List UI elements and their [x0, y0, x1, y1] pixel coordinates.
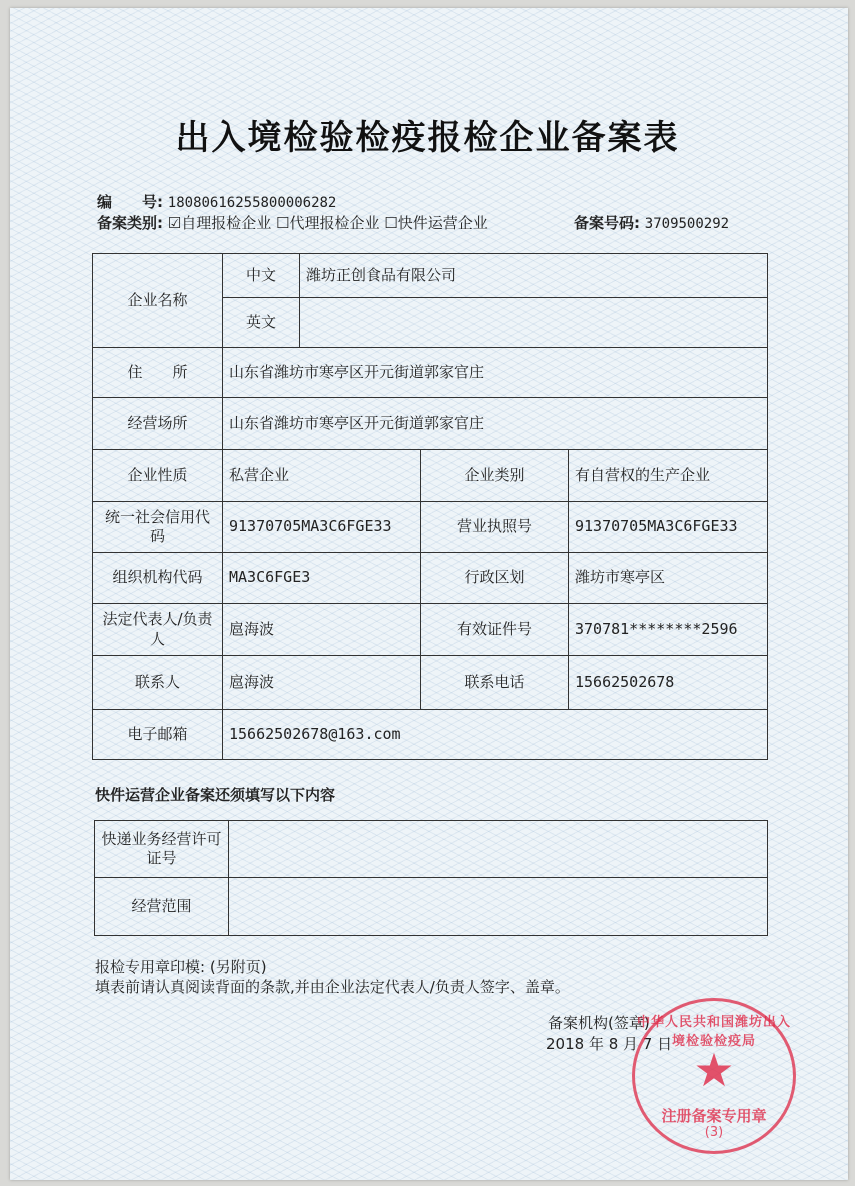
seal-label: 报检专用章印模: — [95, 958, 206, 976]
official-seal — [632, 998, 796, 1154]
category-agent: ☐代理报检企业 — [276, 214, 380, 232]
category-self: ☑自理报检企业 — [167, 214, 272, 232]
contact-label: 联系人 — [93, 656, 223, 710]
record-no-label: 备案号码: — [574, 214, 640, 232]
category-type-label: 企业类别 — [421, 450, 569, 502]
registration-table — [92, 253, 768, 760]
phone-label: 联系电话 — [421, 656, 569, 710]
credit-code-label: 统一社会信用代码 — [93, 502, 223, 553]
chinese-name-value: 潍坊正创食品有限公司 — [300, 254, 768, 298]
seal-note — [95, 956, 267, 977]
seal-bottom-text: 注册备案专用章 — [661, 1107, 767, 1125]
category-label: 备案类别: — [97, 214, 163, 232]
page-title: 出入境检验检疫报检企业备案表 — [175, 118, 680, 158]
region-label: 行政区划 — [421, 553, 569, 604]
seal-number: (3) — [704, 1125, 724, 1140]
id-label: 有效证件号 — [421, 604, 569, 656]
org-code-value: MA3C6FGE3 — [223, 553, 421, 604]
org-code-label: 组织机构代码 — [93, 553, 223, 604]
address-label: 住 所 — [93, 348, 223, 398]
address-value: 山东省潍坊市寒亭区开元街道郭家官庄 — [223, 348, 768, 398]
id-value: 370781********2596 — [569, 604, 768, 656]
express-license-label: 快递业务经营许可证号 — [95, 821, 229, 878]
category-type-value: 有自营权的生产企业 — [569, 450, 768, 502]
express-table — [94, 820, 768, 936]
express-scope-label: 经营范围 — [95, 878, 229, 936]
record-no-row — [574, 212, 729, 233]
category-express: ☐快件运营企业 — [384, 214, 488, 232]
english-name-value — [300, 298, 768, 348]
star-icon: ★ — [693, 1043, 735, 1097]
express-section-heading: 快件运营企业备案还须填写以下内容 — [95, 786, 336, 804]
signature-date: 2018 年 8 月 7 日 — [546, 1035, 673, 1053]
license-value: 91370705MA3C6FGE33 — [569, 502, 768, 553]
agency-signature-label: 备案机构(签章) — [548, 1014, 650, 1032]
serial-value: 18080616255800006282 — [167, 195, 337, 211]
legal-rep-value: 扈海波 — [223, 604, 421, 656]
company-name-label: 企业名称 — [93, 254, 223, 348]
business-place-value: 山东省潍坊市寒亭区开元街道郭家官庄 — [223, 398, 768, 450]
chinese-label: 中文 — [223, 254, 300, 298]
phone-value: 15662502678 — [569, 656, 768, 710]
legal-rep-label: 法定代表人/负责人 — [93, 604, 223, 656]
license-label: 营业执照号 — [421, 502, 569, 553]
seal-ring-text: 中华人民共和国潍坊出入境检验检疫局 — [636, 1015, 791, 1049]
serial-row — [97, 191, 336, 212]
express-license-value — [229, 821, 768, 878]
email-value: 15662502678@163.com — [223, 710, 768, 760]
nature-label: 企业性质 — [93, 450, 223, 502]
category-row — [97, 212, 488, 233]
email-label: 电子邮箱 — [93, 710, 223, 760]
business-place-label: 经营场所 — [93, 398, 223, 450]
english-label: 英文 — [223, 298, 300, 348]
contact-value: 扈海波 — [223, 656, 421, 710]
region-value: 潍坊市寒亭区 — [569, 553, 768, 604]
instruction-note: 填表前请认真阅读背面的条款,并由企业法定代表人/负责人签字、盖章。 — [95, 978, 570, 996]
nature-value: 私营企业 — [223, 450, 421, 502]
serial-label: 编 号: — [97, 193, 163, 211]
record-no-value: 3709500292 — [644, 216, 730, 232]
express-scope-value — [229, 878, 768, 936]
credit-code-value: 91370705MA3C6FGE33 — [223, 502, 421, 553]
seal-value: (另附页) — [209, 958, 267, 976]
